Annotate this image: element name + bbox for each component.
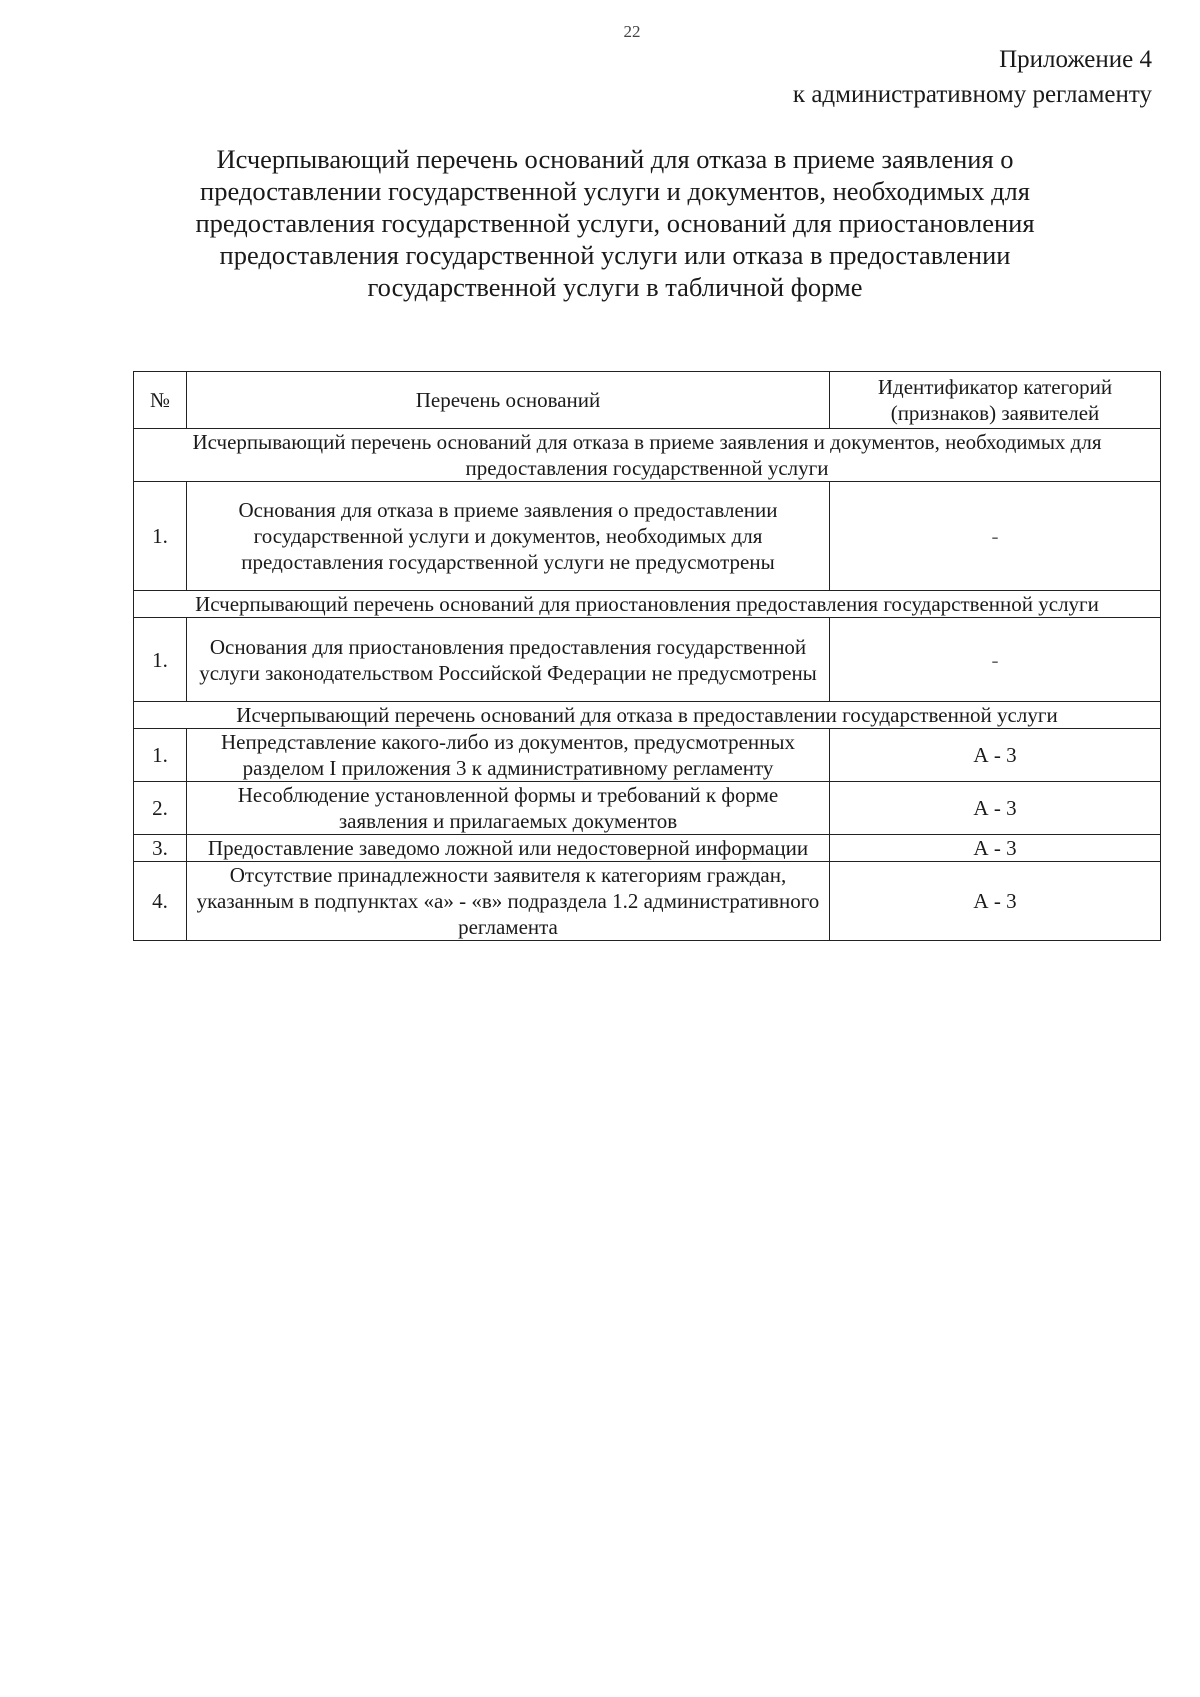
row-identifier: А - 3 <box>830 862 1161 941</box>
row-ground: Несоблюдение установленной формы и требований к форме заявления и прилагаемых документов <box>187 782 830 835</box>
title-line: государственной услуги в табличной форме <box>367 272 863 302</box>
section-row <box>134 429 1161 482</box>
header-number: № <box>134 372 187 429</box>
appendix-subtitle: к административному регламенту <box>792 81 1152 108</box>
row-number: 4. <box>134 862 187 941</box>
title-line: предоставления государственной услуги или отказа в предоставлении <box>219 240 1011 270</box>
section-title-reception-refusal: Исчерпывающий перечень оснований для отказа в приеме заявления и документов, необходимых для предоставления государственной услуги <box>134 429 1161 482</box>
row-number: 3. <box>134 835 187 862</box>
row-ground: Предоставление заведомо ложной или недостоверной информации <box>187 835 830 862</box>
table-row <box>134 729 1161 782</box>
row-identifier: А - 3 <box>830 729 1161 782</box>
row-number: 1. <box>134 482 187 591</box>
header-applicant-identifier: Идентификатор категорий (признаков) заявителей <box>830 372 1161 429</box>
title-line: Исчерпывающий перечень оснований для отказа в приеме заявления о <box>216 144 1014 174</box>
section-row <box>134 702 1161 729</box>
row-identifier: А - 3 <box>830 835 1161 862</box>
row-ground: Основания для отказа в приеме заявления о предоставлении государственной услуги и документов, необходимых для предоставления государственной услуги не предусмотрены <box>187 482 830 591</box>
row-number: 1. <box>134 618 187 702</box>
appendix-reference <box>793 42 1152 112</box>
grounds-table <box>133 371 1161 941</box>
row-ground: Основания для приостановления предоставления государственной услуги законодательством Российской Федерации не предусмотрены <box>187 618 830 702</box>
appendix-title: Приложение 4 <box>999 46 1152 73</box>
table-row <box>134 862 1161 941</box>
page-number: 22 <box>623 22 641 41</box>
document-title <box>150 143 1080 303</box>
row-identifier: А - 3 <box>830 782 1161 835</box>
table-row <box>134 782 1161 835</box>
table-row <box>134 482 1161 591</box>
table-row <box>134 618 1161 702</box>
section-row <box>134 591 1161 618</box>
section-title-service-refusal: Исчерпывающий перечень оснований для отказа в предоставлении государственной услуги <box>134 702 1161 729</box>
row-ground: Непредставление какого-либо из документов, предусмотренных разделом I приложения 3 к административному регламенту <box>187 729 830 782</box>
title-line: предоставлении государственной услуги и документов, необходимых для <box>200 176 1030 206</box>
section-title-suspension: Исчерпывающий перечень оснований для приостановления предоставления государственной услуги <box>134 591 1161 618</box>
row-ground: Отсутствие принадлежности заявителя к категориям граждан, указанным в подпунктах «а» - «в» подраздела 1.2 административного регламента <box>187 862 830 941</box>
table-header-row <box>134 372 1161 429</box>
row-number: 1. <box>134 729 187 782</box>
title-line: предоставления государственной услуги, оснований для приостановления <box>195 208 1035 238</box>
table-row <box>134 835 1161 862</box>
row-identifier: - <box>830 482 1161 591</box>
row-identifier: - <box>830 618 1161 702</box>
row-number: 2. <box>134 782 187 835</box>
header-grounds-list: Перечень оснований <box>187 372 830 429</box>
